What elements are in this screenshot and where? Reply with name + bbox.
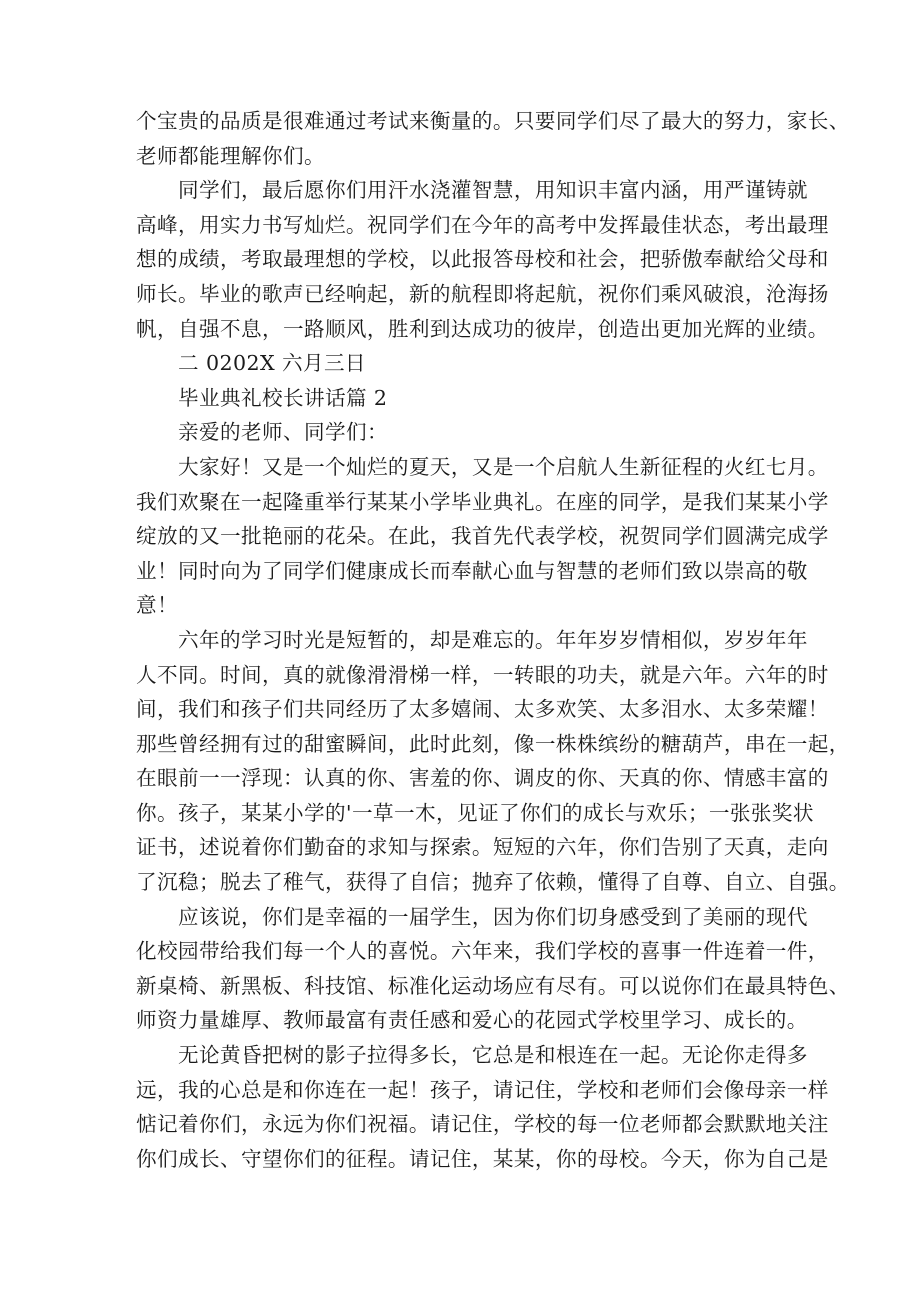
text-line: 老师都能理解你们。 <box>136 143 325 168</box>
text-line: 意！ <box>136 593 178 618</box>
text-line: 那些曾经拥有过的甜蜜瞬间，此时此刻，像一株株缤纷的糖葫芦，串在一起， <box>136 731 850 756</box>
text-line: 师长。毕业的歌声已经响起，新的航程即将起航，祝你们乘风破浪，沧海扬 <box>136 281 829 306</box>
text-line: 惦记着你们，永远为你们祝福。请记住，学校的每一位老师都会默默地关注 <box>136 1112 829 1137</box>
text-line: 六年的学习时光是短暂的，却是难忘的。年年岁岁情相似，岁岁年年 <box>178 627 808 652</box>
text-line: 毕业典礼校长讲话篇 2 <box>178 385 388 410</box>
text-line: 应该说，你们是幸福的一届学生，因为你们切身感受到了美丽的现代 <box>178 904 808 929</box>
text-line: 间，我们和孩子们共同经历了太多嬉闹、太多欢笑、太多泪水、太多荣耀！ <box>136 697 829 722</box>
document-body <box>136 104 850 1176</box>
text-line: 师资力量雄厚、教师最富有责任感和爱心的花园式学校里学习、成长的。 <box>136 1008 808 1033</box>
text-line: 帆，自强不息，一路顺风，胜利到达成功的彼岸，创造出更加光辉的业绩。 <box>136 316 829 341</box>
text-line: 想的成绩，考取最理想的学校，以此报答母校和社会，把骄傲奉献给父母和 <box>136 247 829 272</box>
text-line: 无论黄昏把树的影子拉得多长，它总是和根连在一起。无论你走得多 <box>178 1043 808 1068</box>
text-line: 个宝贵的品质是很难通过考试来衡量的。只要同学们尽了最大的努力，家长、 <box>136 109 850 133</box>
text-line: 你。孩子，某某小学的'一草一木，见证了你们的成长与欢乐；一张张奖状 <box>136 800 814 825</box>
text-line: 二 0202X 六月三日 <box>178 351 366 376</box>
text-line: 绽放的又一批艳丽的花朵。在此，我首先代表学校，祝贺同学们圆满完成学 <box>136 524 829 549</box>
text-line: 远，我的心总是和你连在一起！孩子，请记住，学校和老师们会像母亲一样 <box>136 1077 829 1102</box>
text-line: 证书，述说着你们勤奋的求知与探索。短短的六年，你们告别了天真，走向 <box>136 835 829 860</box>
text-line: 了沉稳；脱去了稚气，获得了自信；抛弃了依赖，懂得了自尊、自立、自强。 <box>136 870 850 895</box>
text-line: 业！同时向为了同学们健康成长而奉献心血与智慧的老师们致以崇高的敬 <box>136 558 808 583</box>
text-line: 大家好！又是一个灿烂的夏天，又是一个启航人生新征程的火红七月。 <box>178 454 829 479</box>
text-line: 同学们，最后愿你们用汗水浇灌智慧，用知识丰富内涵，用严谨铸就 <box>178 178 808 203</box>
text-line: 在眼前一一浮现：认真的你、害羞的你、调皮的你、天真的你、情感丰富的 <box>136 766 829 791</box>
text-line: 新桌椅、新黑板、科技馆、标准化运动场应有尽有。可以说你们在最具特色、 <box>136 973 850 998</box>
text-line: 我们欢聚在一起隆重举行某某小学毕业典礼。在座的同学，是我们某某小学 <box>136 489 829 514</box>
text-line: 化校园带给我们每一个人的喜悦。六年来，我们学校的喜事一件连着一件， <box>136 939 829 964</box>
text-line: 人不同。时间，真的就像滑滑梯一样，一转眼的功夫，就是六年。六年的时 <box>136 662 829 687</box>
text-line: 你们成长、守望你们的征程。请记住，某某，你的母校。今天，你为自己是 <box>136 1146 829 1171</box>
text-line: 高峰，用实力书写灿烂。祝同学们在今年的高考中发挥最佳状态，考出最理 <box>136 212 829 237</box>
text-line: 亲爱的老师、同学们： <box>178 420 388 445</box>
